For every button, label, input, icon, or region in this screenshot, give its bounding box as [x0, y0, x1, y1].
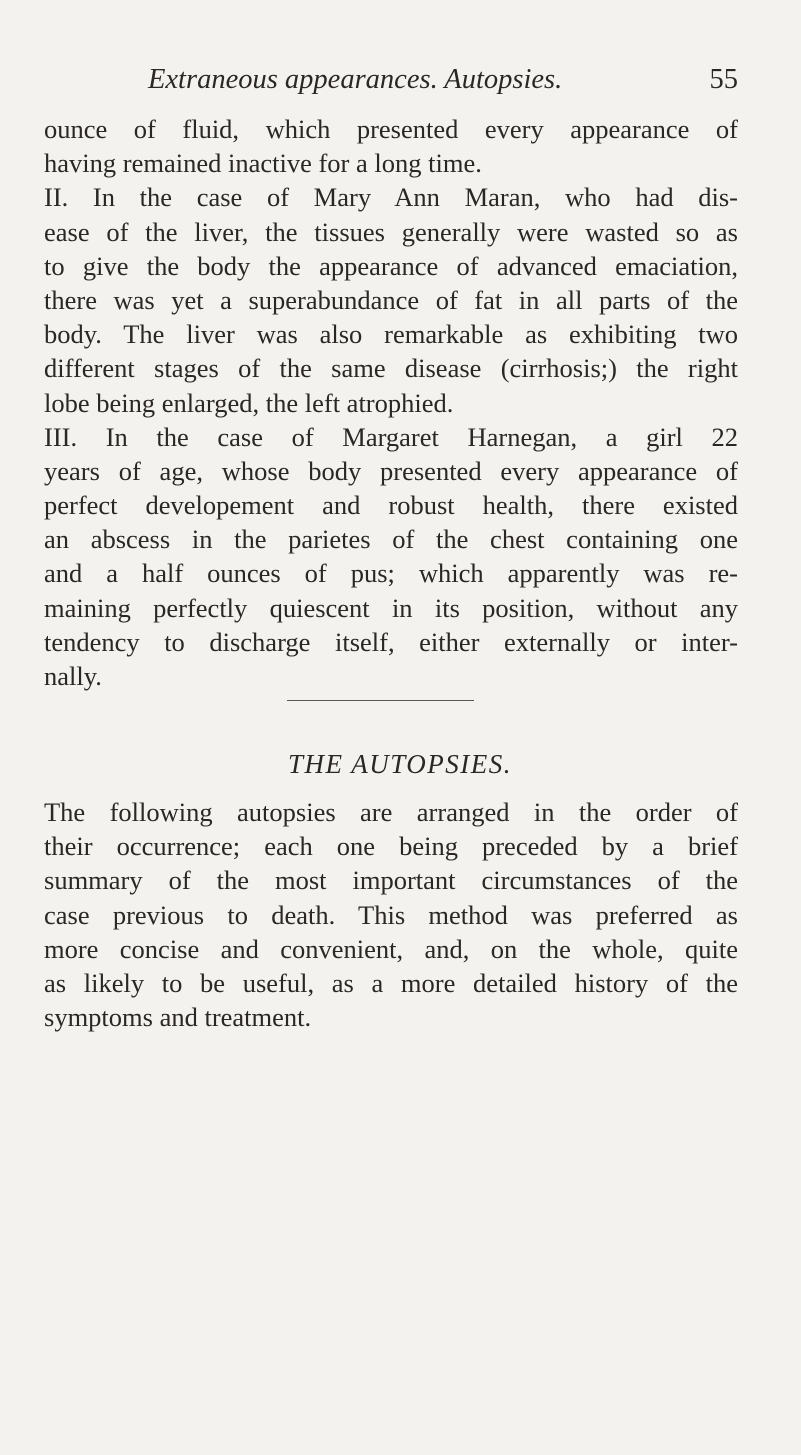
text-line: as likely to be useful, as a more detailed history of the: [44, 967, 738, 998]
text-line: II. In the case of Mary Ann Maran, who had dis-: [44, 182, 738, 213]
text-line: symptoms and treatment.: [44, 1002, 312, 1033]
body-text: [44, 112, 738, 693]
text-line: having remained inactive for a long time.: [44, 148, 482, 179]
text-line: lobe being enlarged, the left atrophied.: [44, 387, 454, 418]
text-line: maining perfectly quiescent in its position, without any: [44, 592, 738, 623]
text-line: more concise and convenient, and, on the whole, quite: [44, 933, 738, 964]
running-head: [148, 64, 738, 104]
text-line: years of age, whose body presented every appearance of: [44, 455, 738, 486]
running-head-title: Extraneous appearances. Autopsies.: [148, 64, 563, 95]
text-line: body. The liver was also remarkable as exhibiting two: [44, 319, 738, 350]
text-line: different stages of the same disease (cirrhosis;) the right: [44, 353, 738, 384]
section-divider: [287, 700, 474, 701]
text-line: tendency to discharge itself, either externally or inter-: [44, 626, 738, 657]
text-line: ease of the liver, the tissues generally were wasted so as: [44, 216, 738, 247]
text-line: and a half ounces of pus; which apparently was re-: [44, 558, 738, 589]
section-heading: THE AUTOPSIES.: [287, 749, 512, 779]
text-line: nally.: [44, 661, 102, 691]
text-line: an abscess in the parietes of the chest containing one: [44, 524, 738, 555]
section-text: [44, 795, 738, 1034]
text-line: to give the body the appearance of advanced emaciation,: [44, 250, 738, 281]
text-line: there was yet a superabundance of fat in all parts of the: [44, 284, 738, 315]
text-line: their occurrence; each one being preceded by a brief: [44, 831, 738, 862]
text-line: case previous to death. This method was preferred as: [44, 899, 738, 930]
text-line: III. In the case of Margaret Harnegan, a girl 22: [44, 421, 738, 452]
text-line: The following autopsies are arranged in the order of: [44, 797, 738, 827]
text-line: perfect developement and robust health, there existed: [44, 490, 738, 521]
text-line: summary of the most important circumstances of the: [44, 865, 738, 896]
page-number: 55: [709, 64, 738, 95]
text-line: ounce of fluid, which presented every appearance of: [44, 114, 738, 144]
